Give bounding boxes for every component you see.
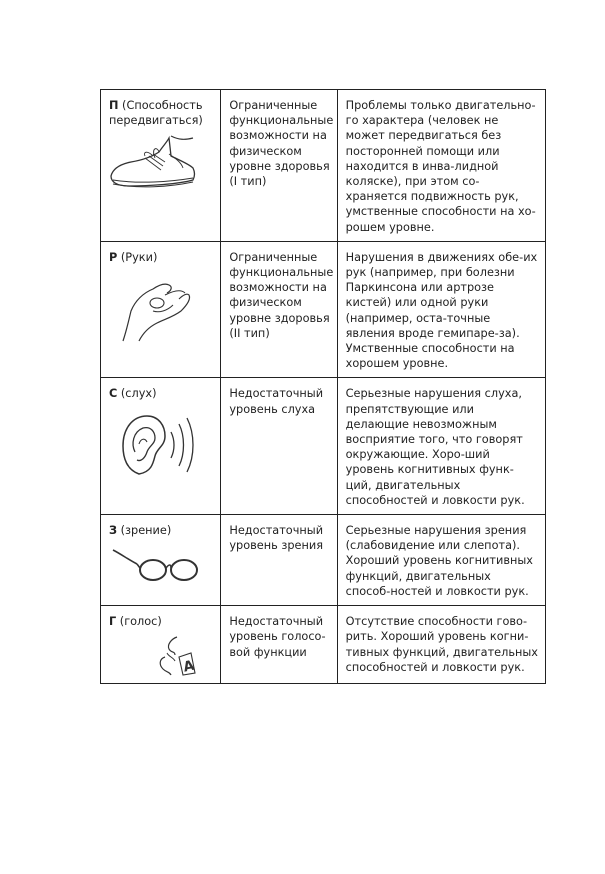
type-name: (слух) — [117, 387, 157, 401]
type-cell — [101, 90, 221, 242]
description-cell: Серьезные нарушения слуха, препятствующие или делающие невозможным восприятие того, что говорят окружающие. Хоро-ший уровень когнитивных функ-ций, двигательных способностей и ловкости рук. — [337, 378, 545, 515]
table-row — [101, 90, 546, 242]
type-letter: Г — [109, 615, 117, 629]
glasses-icon — [109, 544, 201, 586]
category-cell: Недостаточный уровень зрения — [221, 515, 337, 606]
type-label — [109, 98, 214, 128]
description-cell: Серьезные нарушения зрения (слабовидение или слепота). Хороший уровень когнитивных функций, двигательных способ-ностей и ловкости рук. — [337, 515, 545, 606]
type-letter: П — [109, 99, 119, 112]
table-row — [101, 606, 546, 684]
type-letter: З — [109, 524, 118, 538]
table-row — [101, 378, 546, 515]
category-cell: Ограниченные функциональные возможности на физическом уровне здоровья (I тип) — [221, 90, 337, 242]
description-cell: Проблемы только двигательно-го характера (человек не может передвигаться без посторонней помощи или находится в инва-лидной коляске), при этом со-храняется подвижность рук, умственные способности на хо-рошем уровне. — [337, 90, 545, 242]
type-name: (Руки) — [117, 250, 158, 264]
type-letter: Р — [109, 250, 118, 264]
table-row — [101, 515, 546, 606]
description-cell: Нарушения в движениях обе-их рук (например, при болезни Паркинсона или артрозе кистей) или одной руки (например, оста-точные явления вроде гемипаре-за). Умственные способности на хорошем уровне. — [337, 241, 545, 378]
category-cell: Ограниченные функциональные возможности на физическом уровне здоровья (II тип) — [221, 241, 337, 378]
type-cell — [101, 515, 221, 606]
type-name: (Способность передвигаться) — [109, 99, 203, 128]
category-cell: Недостаточный уровень голосо-вой функции — [221, 606, 337, 684]
type-name: (голос) — [116, 615, 162, 629]
type-cell — [101, 241, 221, 378]
type-label — [109, 614, 214, 629]
type-label — [109, 523, 214, 538]
type-cell — [101, 378, 221, 515]
type-cell — [101, 606, 221, 684]
voice-icon-letter: A — [181, 658, 196, 676]
table-row — [101, 241, 546, 378]
shoe-icon — [109, 134, 197, 194]
voice-icon — [109, 635, 199, 677]
type-label — [109, 250, 214, 265]
type-label — [109, 386, 214, 401]
hand-icon — [109, 271, 199, 343]
description-cell: Отсутствие способности гово-рить. Хороший уровень когни-тивных функций, двигательных способностей и ловкости рук. — [337, 606, 545, 684]
disability-table — [100, 89, 546, 684]
type-name: (зрение) — [117, 524, 172, 538]
category-cell: Недостаточный уровень слуха — [221, 378, 337, 515]
ear-icon — [109, 408, 199, 480]
type-letter: С — [109, 387, 118, 401]
